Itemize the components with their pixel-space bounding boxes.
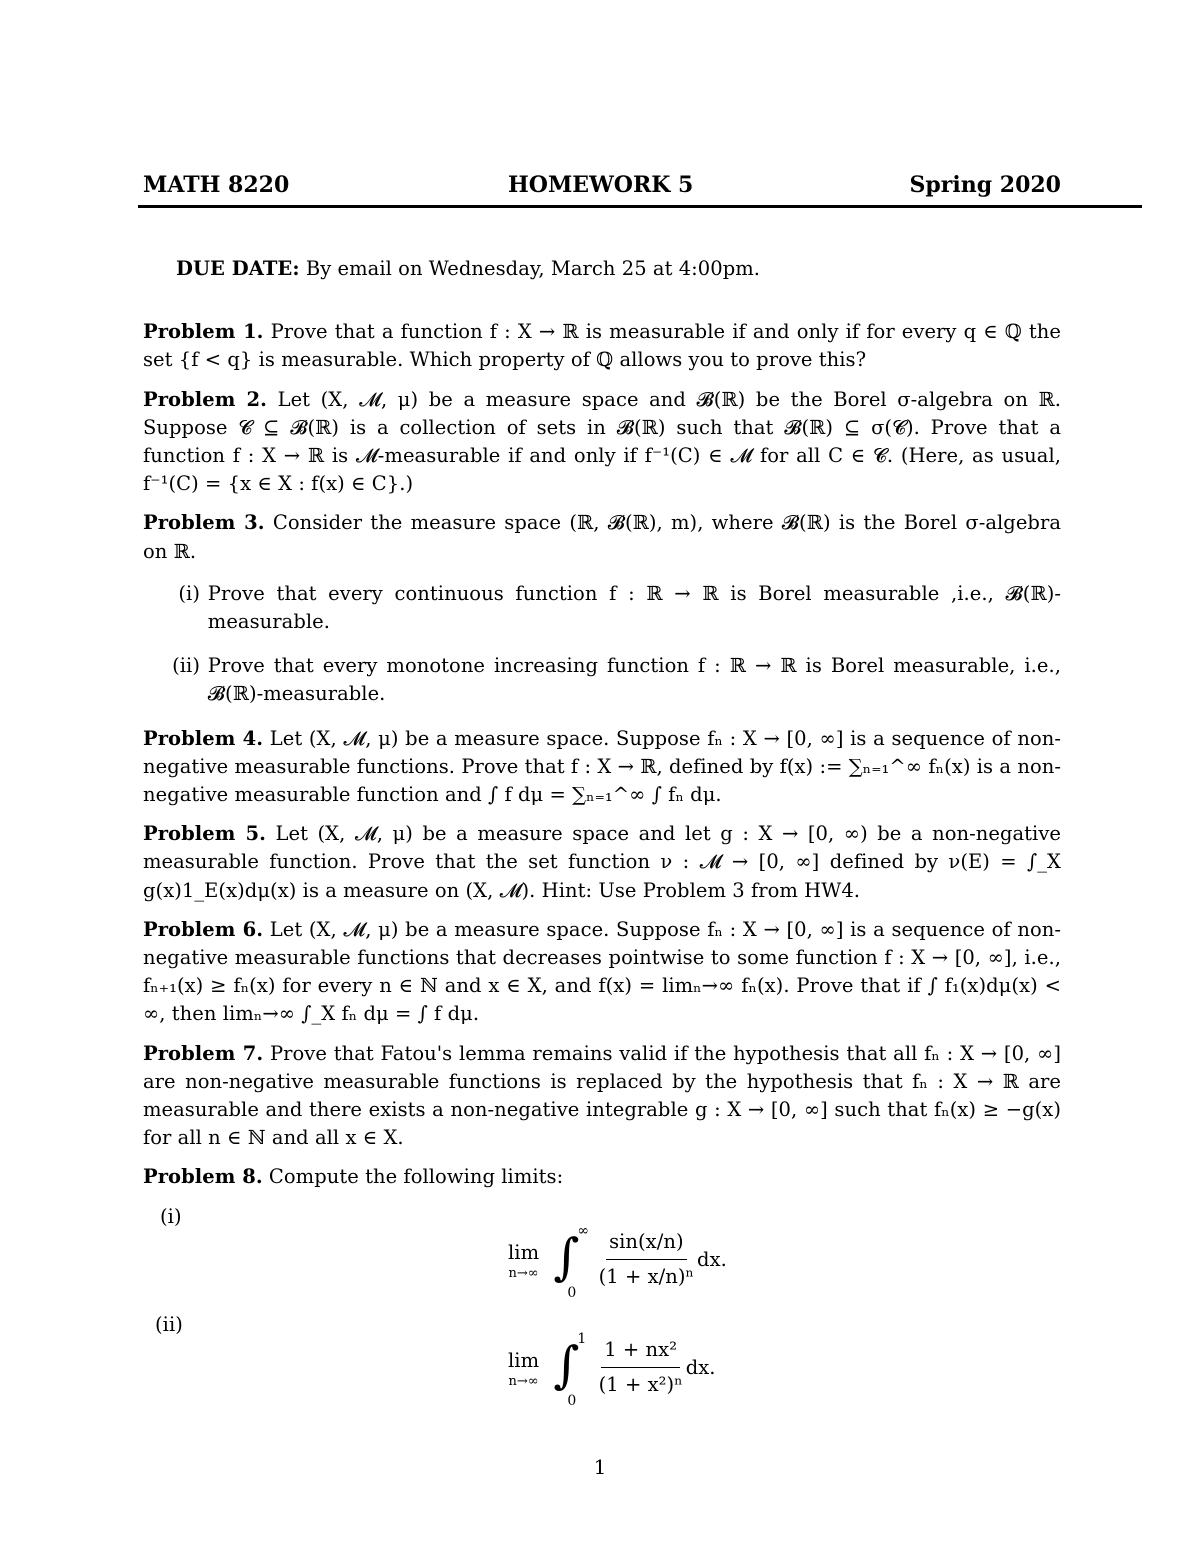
limit-item-1 <box>143 1203 1061 1303</box>
limit-item-2 <box>143 1311 1061 1421</box>
item-label: (ii) <box>155 1312 183 1336</box>
problem-text: Compute the following limits: <box>262 1165 564 1189</box>
lim-text: lim <box>508 1240 540 1264</box>
page-number: 1 <box>593 1455 607 1479</box>
limit-formula <box>508 1330 716 1409</box>
fraction-numerator: 1 + nx² <box>601 1336 680 1367</box>
due-date-text: By email on Wednesday, March 25 at 4:00pm. <box>299 257 761 280</box>
lim-sub: n→∞ <box>508 1373 539 1389</box>
problem-5 <box>143 820 1061 905</box>
problem-2 <box>143 386 1061 499</box>
header-rule <box>138 205 1142 208</box>
document-body <box>143 255 1061 1421</box>
lim-sub: n→∞ <box>508 1265 539 1281</box>
problem-text: Let (X, 𝓜, μ) be a measure space and let g : X → [0, ∞) be a non-negative measurable function. Prove that the set function ν : 𝓜 → [0, ∞] defined by ν(E) = ∫_X g(x)1_E(x)dμ(x) is a measure on (X, 𝓜). Hint: Use Problem 3 from HW4. <box>143 822 1062 902</box>
item-label: (i) <box>160 1204 182 1228</box>
fraction-denominator: (1 + x²)ⁿ <box>598 1372 683 1396</box>
item-text: Prove that every continuous function f : ℝ → ℝ is Borel measurable ,i.e., 𝓑(ℝ)-measurable. <box>207 581 1061 634</box>
problem-label: Problem 5. <box>143 822 266 846</box>
int-upper: 1 <box>577 1330 587 1347</box>
problem-3-items <box>143 580 1061 709</box>
problem-label: Problem 1. <box>143 320 264 344</box>
list-item <box>143 652 1061 708</box>
problem-label: Problem 7. <box>143 1041 264 1065</box>
problem-label: Problem 4. <box>143 726 264 750</box>
lim-text: lim <box>508 1348 540 1372</box>
integrand-tail: dx. <box>697 1247 727 1271</box>
item-text: Prove that every monotone increasing function f : ℝ → ℝ is Borel measurable, i.e., 𝓑(ℝ)-measurable. <box>207 654 1061 706</box>
integral-sign-icon: ∫ <box>553 1227 580 1286</box>
problem-6 <box>143 916 1061 1029</box>
item-label: (ii) <box>172 654 200 678</box>
problem-label: Problem 3. <box>143 511 265 535</box>
integrand-tail: dx. <box>685 1355 716 1379</box>
list-item <box>143 580 1061 636</box>
course-code: MATH 8220 <box>143 172 290 198</box>
problem-text: Let (X, 𝓜, μ) be a measure space. Suppose fₙ : X → [0, ∞] is a sequence of non-negative measurable functions. Prove that f : X → ℝ, defined by f(x) := ∑ₙ₌₁^∞ fₙ(x) is a non-negative measurable function and ∫ f dμ = ∑ₙ₌₁^∞ ∫ fₙ dμ. <box>143 726 1061 807</box>
fraction-numerator: sin(x/n) <box>606 1228 687 1259</box>
problem-label: Problem 2. <box>143 387 268 411</box>
term: Spring 2020 <box>909 172 1061 198</box>
problem-4 <box>143 725 1061 810</box>
int-lower: 0 <box>567 1392 577 1409</box>
problem-text: Consider the measure space (ℝ, 𝓑(ℝ), m), where 𝓑(ℝ) is the Borel σ-algebra on ℝ. <box>143 511 1062 563</box>
problem-text: Prove that a function f : X → ℝ is measurable if and only if for every q ∈ ℚ the set {f < q} is measurable. Which property of ℚ allows you to prove this? <box>143 320 1062 372</box>
problem-7 <box>143 1040 1061 1153</box>
problem-text: Let (X, 𝓜, μ) be a measure space. Suppose fₙ : X → [0, ∞] is a sequence of non-negative measurable functions that decreases pointwise to some function f : X → [0, ∞], i.e., fₙ₊₁(x) ≥ fₙ(x) for every n ∈ ℕ and x ∈ X, and f(x) = limₙ→∞ fₙ(x). Prove that if ∫ f₁(x)dμ(x) < ∞, then limₙ→∞ ∫_X fₙ dμ = ∫ f dμ. <box>143 917 1061 1026</box>
problem-label: Problem 6. <box>143 917 264 941</box>
document-title: HOMEWORK 5 <box>508 172 694 198</box>
problem-1 <box>143 318 1061 374</box>
item-label: (i) <box>178 581 200 605</box>
due-date <box>143 255 1061 283</box>
problem-label: Problem 8. <box>143 1165 263 1189</box>
problem-3 <box>143 509 1061 565</box>
int-upper: ∞ <box>577 1222 590 1239</box>
limit-formula <box>508 1222 727 1301</box>
problem-8 <box>143 1163 1061 1191</box>
problem-text: Let (X, 𝓜, μ) be a measure space and 𝓑(ℝ) be the Borel σ-algebra on ℝ. Suppose 𝓒 ⊆ 𝓑(ℝ) is a collection of sets in 𝓑(ℝ) such that 𝓑(ℝ) ⊆ σ(𝓒). Prove that a function f : X → ℝ is 𝓜-measurable if and only if f⁻¹(C) ∈ 𝓜 for all C ∈ 𝓒. (Here, as usual, f⁻¹(C) = {x ∈ X : f(x) ∈ C}.) <box>143 387 1062 496</box>
problem-text: Prove that Fatou's lemma remains valid if the hypothesis that all fₙ : X → [0, ∞] are non-negative measurable functions is replaced by the hypothesis that fₙ : X → ℝ are measurable and there exists a non-negative integrable g : X → [0, ∞] such that fₙ(x) ≥ −g(x) for all n ∈ ℕ and all x ∈ X. <box>143 1041 1062 1150</box>
fraction-denominator: (1 + x/n)ⁿ <box>598 1264 695 1288</box>
due-date-label: DUE DATE: <box>176 257 300 280</box>
page-header <box>143 172 1061 204</box>
integral-sign-icon: ∫ <box>553 1335 580 1394</box>
int-lower: 0 <box>567 1284 577 1301</box>
